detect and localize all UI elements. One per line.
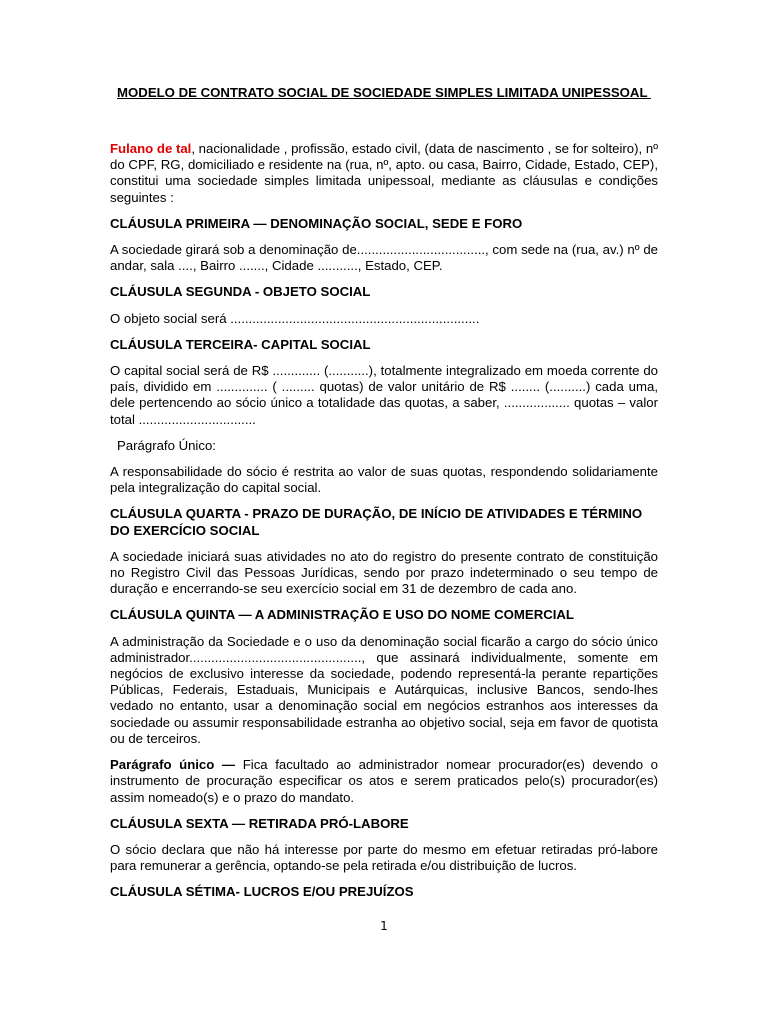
- clause-paragraph: [110, 757, 658, 806]
- document-body: [110, 141, 658, 911]
- clause-paragraph: A sociedade iniciará suas atividades no ato do registro do presente contrato de constituição no Registro Civil das Pessoas Jurídicas, sendo por prazo indeterminado o seu tempo de duração e encerrando-se seu exercício social em 31 de dezembro de cada ano.: [110, 548, 658, 597]
- intro-paragraph: [110, 141, 658, 206]
- clause-paragraph: O sócio declara que não há interesse por parte do mesmo em efetuar retiradas pró-labore para remunerar a gerência, optando-se pela retirada e/ou distribuição de lucros.: [110, 841, 658, 874]
- clause-heading: CLÁUSULA QUINTA — A ADMINISTRAÇÃO E USO DO NOME COMERCIAL: [110, 607, 574, 623]
- page-number: 1: [380, 919, 388, 933]
- clause-paragraph: O objeto social será ....................................................................: [110, 310, 480, 326]
- paragraph-text: Fica facultado ao administrador nomear procurador(es) devendo o instrumento de procuração especificar os atos e serem praticados pelo(s) procurador(es) assim nomeado(s) e o prazo do mandato.: [110, 757, 658, 805]
- paragraph-label: Parágrafo único —: [110, 757, 236, 773]
- clause-heading: CLÁUSULA SEXTA — RETIRADA PRÓ-LABORE: [110, 815, 409, 831]
- clause-paragraph: A sociedade girará sob a denominação de..................................., com sede na (rua, av.) nº de andar, sala ...., Bairro ......., Cidade ..........., Estado, CEP.: [110, 242, 658, 274]
- clause-paragraph: O capital social será de R$ ............. (...........), totalmente integralizado em moeda corrente do país, dividido em .............. ( ......... quotas) de valor unitário de R$ ........ (..........) cada uma, dele pertencendo ao sócio único a totalidade das quotas, a saber, .................. quotas – valor total ................................: [110, 363, 658, 427]
- party-name: Fulano de tal: [110, 141, 192, 156]
- intro-text: , nacionalidade , profissão, estado civil, (data de nascimento , se for solteiro), nº do CPF, RG, domiciliado e residente na (rua, nº, apto. ou casa, Bairro, Cidade, Estado, CEP), constitui uma sociedade simples limitada unipessoal, mediante as cláusulas e condições seguintes :: [110, 141, 659, 205]
- clause-heading: CLÁUSULA SÉTIMA- LUCROS E/OU PREJUÍZOS: [110, 884, 414, 900]
- clause-heading: CLÁUSULA QUARTA - PRAZO DE DURAÇÃO, DE INÍCIO DE ATIVIDADES E TÉRMINO DO EXERCÍCIO SOCIAL: [110, 506, 643, 538]
- document-title: MODELO DE CONTRATO SOCIAL DE SOCIEDADE SIMPLES LIMITADA UNIPESSOAL: [117, 85, 651, 100]
- clause-heading: CLÁUSULA TERCEIRA- CAPITAL SOCIAL: [110, 336, 371, 352]
- clause-heading: CLÁUSULA PRIMEIRA — DENOMINAÇÃO SOCIAL, SEDE E FORO: [110, 215, 523, 231]
- clause-paragraph: A administração da Sociedade e o uso da denominação social ficarão a cargo do sócio único administrador..............................................., que assinará individualmente, somente em negócios de exclusivo interesse da sociedade, podendo representá-la perante repartições Públicas, Federais, Estaduais, Municipais e Autárquicas, inclusive Bancos, sendo-lhes vedado no entanto, usar a denominação social em negócios estranhos aos interesses da sociedade ou assumir responsabilidade estranha ao objetivo social, seja em favor de quotista ou de terceiros.: [110, 633, 658, 746]
- clause-heading: CLÁUSULA SEGUNDA - OBJETO SOCIAL: [110, 284, 371, 300]
- clause-paragraph: A responsabilidade do sócio é restrita ao valor de suas quotas, respondendo solidariamente pela integralização do capital social.: [110, 464, 658, 496]
- paragraph-label: Parágrafo Único:: [117, 437, 216, 453]
